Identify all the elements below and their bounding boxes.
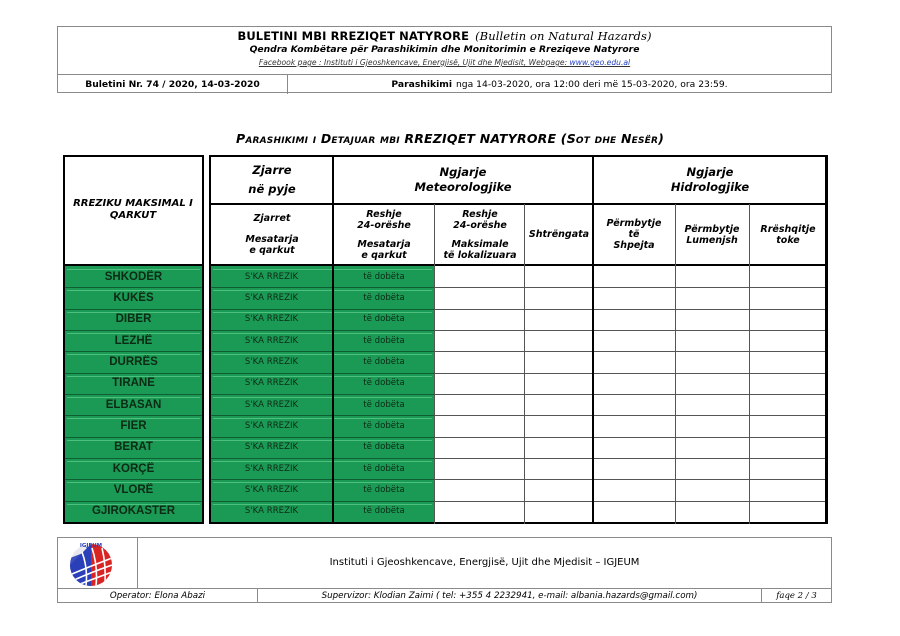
row-divider bbox=[211, 373, 434, 374]
bulletin-number: Buletini Nr. 74 / 2020, 14-03-2020 bbox=[58, 75, 288, 94]
rain-avg-value: të dobëta bbox=[363, 356, 405, 367]
river-flood-cell bbox=[676, 501, 749, 522]
rain-max-cell bbox=[435, 309, 524, 330]
landslide-cell bbox=[750, 394, 825, 415]
border bbox=[524, 204, 525, 524]
region-name: DURRËS bbox=[109, 355, 158, 368]
bulletin-title bbox=[58, 29, 831, 43]
row-divider bbox=[211, 309, 434, 310]
region-name: ELBASAN bbox=[105, 398, 162, 411]
storm-cell bbox=[525, 266, 592, 287]
river-flood-cell bbox=[676, 458, 749, 479]
row-divider bbox=[65, 394, 202, 395]
rain-avg-value: të dobëta bbox=[363, 484, 405, 495]
flash-flood-cell bbox=[594, 415, 675, 436]
cell-highlight bbox=[67, 440, 200, 441]
footer-credits-row bbox=[58, 588, 831, 603]
row-divider bbox=[211, 287, 434, 288]
flash-flood-cell bbox=[594, 330, 675, 351]
storm-cell bbox=[525, 394, 592, 415]
row-divider bbox=[435, 287, 825, 288]
row-divider bbox=[435, 501, 825, 502]
region-name: LEZHË bbox=[114, 334, 153, 347]
landslide-cell bbox=[750, 309, 825, 330]
flash-flood-cell bbox=[594, 479, 675, 500]
header-sub-landslide-line1: Rrëshqitje bbox=[760, 223, 816, 235]
river-flood-cell bbox=[676, 309, 749, 330]
row-divider bbox=[435, 479, 825, 480]
header-sub-landslide-line2: toke bbox=[776, 234, 800, 246]
row-divider bbox=[435, 309, 825, 310]
operator-name: Operator: Elona Abazi bbox=[58, 589, 258, 603]
storm-cell bbox=[525, 415, 592, 436]
header-sub-rain-avg-line4: e qarkut bbox=[361, 249, 407, 261]
igjeum-globe-logo-icon bbox=[58, 538, 138, 588]
storm-cell bbox=[525, 501, 592, 522]
border bbox=[825, 155, 828, 524]
landslide-cell bbox=[750, 501, 825, 522]
hazard-forecast-table bbox=[63, 155, 827, 524]
row-divider bbox=[211, 479, 434, 480]
cell-highlight bbox=[67, 376, 200, 377]
flash-flood-cell bbox=[594, 501, 675, 522]
header-sub-river-flood bbox=[675, 204, 749, 265]
rain-avg-value: të dobëta bbox=[363, 314, 405, 325]
rain-max-cell bbox=[435, 287, 524, 308]
rain-max-cell bbox=[435, 437, 524, 458]
region-name: VLORË bbox=[113, 483, 154, 496]
landslide-cell bbox=[750, 330, 825, 351]
header-sub-river-flood-line1: Përmbytje bbox=[684, 223, 740, 235]
rain-avg-value: të dobëta bbox=[363, 399, 405, 410]
cell-highlight bbox=[67, 290, 200, 291]
row-divider bbox=[65, 309, 202, 310]
flash-flood-cell bbox=[594, 309, 675, 330]
cell-highlight bbox=[67, 504, 200, 505]
fire-risk-value: S'KA RREZIK bbox=[244, 506, 299, 517]
region-name: BERAT bbox=[114, 441, 153, 454]
row-divider bbox=[65, 373, 202, 374]
river-flood-cell bbox=[676, 437, 749, 458]
storm-cell bbox=[525, 309, 592, 330]
rain-avg-value: të dobëta bbox=[363, 420, 405, 431]
header-sub-storm-text: Shtrëngata bbox=[528, 229, 590, 240]
region-name: FIER bbox=[120, 419, 147, 432]
fire-risk-value: S'KA RREZIK bbox=[244, 442, 299, 453]
row-divider bbox=[435, 394, 825, 395]
row-divider bbox=[65, 479, 202, 480]
river-flood-cell bbox=[676, 330, 749, 351]
webpage-link[interactable]: www.geo.edu.al bbox=[569, 58, 631, 67]
cell-highlight bbox=[213, 440, 432, 441]
border bbox=[63, 155, 65, 524]
row-divider bbox=[211, 437, 434, 438]
cell-highlight bbox=[213, 397, 432, 398]
landslide-cell bbox=[750, 415, 825, 436]
flash-flood-cell bbox=[594, 373, 675, 394]
header-group-hydro-line2: Hidrologjike bbox=[670, 179, 750, 194]
region-name: GJIROKASTËR bbox=[91, 505, 176, 518]
region-name: TIRANË bbox=[112, 377, 155, 390]
border bbox=[209, 522, 827, 524]
border bbox=[749, 204, 750, 524]
rain-max-cell bbox=[435, 415, 524, 436]
flash-flood-cell bbox=[594, 458, 675, 479]
storm-cell bbox=[525, 373, 592, 394]
rain-avg-value: të dobëta bbox=[363, 335, 405, 346]
bulletin-footer bbox=[57, 537, 832, 603]
facebook-webpage-line bbox=[58, 58, 831, 67]
border bbox=[209, 155, 211, 524]
storm-cell bbox=[525, 287, 592, 308]
header-sub-fire-line3: e qarkut bbox=[249, 245, 295, 256]
landslide-cell bbox=[750, 373, 825, 394]
row-divider bbox=[211, 351, 434, 352]
border bbox=[63, 264, 203, 266]
page-number: faqe 2 / 3 bbox=[776, 591, 817, 601]
flash-flood-cell bbox=[594, 266, 675, 287]
river-flood-cell bbox=[676, 415, 749, 436]
storm-cell bbox=[525, 330, 592, 351]
rain-avg-value: të dobëta bbox=[363, 463, 405, 474]
row-divider bbox=[435, 458, 825, 459]
row-divider bbox=[435, 373, 825, 374]
rain-max-cell bbox=[435, 351, 524, 372]
fire-risk-value: S'KA RREZIK bbox=[244, 271, 299, 282]
cell-highlight bbox=[67, 482, 200, 483]
rain-max-cell bbox=[435, 330, 524, 351]
flash-flood-cell bbox=[594, 437, 675, 458]
river-flood-cell bbox=[676, 373, 749, 394]
bulletin-header bbox=[57, 26, 832, 93]
row-divider bbox=[435, 330, 825, 331]
rain-avg-value: të dobëta bbox=[363, 292, 405, 303]
river-flood-cell bbox=[676, 479, 749, 500]
border bbox=[209, 203, 827, 205]
header-group-meteo-line2: Meteorologjike bbox=[414, 179, 512, 194]
header-sub-flash-flood-line3: Shpejta bbox=[613, 240, 655, 251]
rain-max-cell bbox=[435, 394, 524, 415]
rain-avg-value: të dobëta bbox=[363, 506, 405, 517]
row-divider bbox=[65, 458, 202, 459]
fire-risk-value: S'KA RREZIK bbox=[244, 356, 299, 367]
rain-max-cell bbox=[435, 479, 524, 500]
cell-highlight bbox=[213, 461, 432, 462]
rain-max-cell bbox=[435, 373, 524, 394]
row-divider bbox=[65, 437, 202, 438]
row-divider bbox=[435, 351, 825, 352]
cell-highlight bbox=[213, 418, 432, 419]
fire-risk-value: S'KA RREZIK bbox=[244, 399, 299, 410]
region-name: DIBËR bbox=[115, 313, 152, 326]
cell-highlight bbox=[213, 376, 432, 377]
header-sub-rain-max-line2: 24-orëshe bbox=[453, 219, 507, 231]
cell-highlight bbox=[67, 397, 200, 398]
cell-highlight bbox=[213, 482, 432, 483]
header-sub-landslide bbox=[749, 204, 827, 265]
forecast-period bbox=[288, 75, 831, 94]
header-region-risk bbox=[63, 155, 203, 265]
bulletin-subtitle: Qendra Kombëtare për Parashikimin dhe Monitorimin e Rreziqeve Natyrore bbox=[249, 44, 640, 55]
cell-highlight bbox=[213, 312, 432, 313]
cell-highlight bbox=[213, 504, 432, 505]
storm-cell bbox=[525, 437, 592, 458]
institute-name: Instituti i Gjeoshkencave, Energjisë, Ujit dhe Mjedisit – IGJEUM bbox=[329, 557, 640, 568]
river-flood-cell bbox=[676, 394, 749, 415]
river-flood-cell bbox=[676, 287, 749, 308]
row-divider bbox=[435, 437, 825, 438]
cell-highlight bbox=[67, 418, 200, 419]
header-sub-rain-avg bbox=[333, 204, 435, 265]
border bbox=[209, 155, 827, 157]
section-title: Parashikimi i Detajuar mbi RREZIQET NATYRORE (Sot dhe Nesër) bbox=[235, 131, 665, 146]
fire-risk-value: S'KA RREZIK bbox=[244, 378, 299, 389]
header-group-meteo bbox=[333, 155, 593, 204]
bulletin-title-english: (Bulletin on Natural Hazards) bbox=[475, 29, 652, 43]
row-divider bbox=[211, 458, 434, 459]
header-sub-flash-flood-line2: të bbox=[628, 229, 640, 240]
logo-cell bbox=[58, 538, 138, 588]
header-sub-rain-max bbox=[435, 204, 525, 265]
forecast-period-text: nga 14-03-2020, ora 12:00 deri më 15-03-2020, ora 23:59. bbox=[455, 79, 728, 90]
header-sub-river-flood-line2: Lumenjsh bbox=[686, 234, 738, 246]
header-group-fire-line2: në pyje bbox=[248, 181, 296, 196]
row-divider bbox=[211, 415, 434, 416]
fire-risk-value: S'KA RREZIK bbox=[244, 484, 299, 495]
header-info-row bbox=[58, 74, 831, 94]
cell-highlight bbox=[213, 354, 432, 355]
header-sub-storm bbox=[525, 204, 593, 265]
row-divider bbox=[65, 501, 202, 502]
landslide-cell bbox=[750, 479, 825, 500]
row-divider bbox=[211, 501, 434, 502]
rain-avg-value: të dobëta bbox=[363, 442, 405, 453]
fire-risk-value: S'KA RREZIK bbox=[244, 420, 299, 431]
landslide-cell bbox=[750, 437, 825, 458]
supervisor-contact: Supervizor: Klodian Zaimi ( tel: +355 4 2232941, e-mail: albania.hazards@gmail.com) bbox=[258, 589, 762, 603]
storm-cell bbox=[525, 458, 592, 479]
header-sub-flash-flood bbox=[593, 204, 675, 265]
header-sub-fire bbox=[211, 204, 333, 265]
cell-highlight bbox=[67, 461, 200, 462]
bulletin-title-text: BULETINI MBI RREZIQET NATYRORE bbox=[237, 29, 470, 43]
cell-highlight bbox=[213, 333, 432, 334]
row-divider bbox=[65, 351, 202, 352]
row-divider bbox=[211, 330, 434, 331]
header-title-block bbox=[58, 27, 831, 74]
row-divider bbox=[65, 415, 202, 416]
header-sub-rain-max-line1: Reshje bbox=[462, 208, 498, 220]
fire-risk-value: S'KA RREZIK bbox=[244, 314, 299, 325]
flash-flood-cell bbox=[594, 351, 675, 372]
header-sub-fire-line1: Zjarret bbox=[253, 213, 291, 224]
fire-risk-value: S'KA RREZIK bbox=[244, 335, 299, 346]
border bbox=[434, 204, 435, 524]
region-name: SHKODËR bbox=[104, 270, 163, 283]
border bbox=[63, 155, 203, 157]
header-group-meteo-line1: Ngjarje bbox=[439, 164, 487, 179]
header-sub-fire-line2: Mesatarja bbox=[245, 234, 299, 245]
forecast-label: Parashikimi bbox=[391, 79, 452, 90]
cell-highlight bbox=[213, 269, 432, 270]
cell-highlight bbox=[213, 290, 432, 291]
header-group-fire-line1: Zjarre bbox=[252, 162, 292, 177]
row-divider bbox=[211, 394, 434, 395]
border bbox=[202, 155, 204, 524]
river-flood-cell bbox=[676, 351, 749, 372]
storm-cell bbox=[525, 479, 592, 500]
flash-flood-cell bbox=[594, 394, 675, 415]
border bbox=[209, 264, 827, 266]
border bbox=[332, 155, 334, 524]
header-sub-rain-avg-line2: 24-orëshe bbox=[357, 219, 411, 231]
flash-flood-cell bbox=[594, 287, 675, 308]
header-sub-rain-max-line4: të lokalizuara bbox=[443, 249, 517, 261]
header-sub-rain-avg-line1: Reshje bbox=[366, 208, 402, 220]
landslide-cell bbox=[750, 287, 825, 308]
row-divider bbox=[65, 287, 202, 288]
cell-highlight bbox=[67, 333, 200, 334]
row-divider bbox=[65, 330, 202, 331]
logo-text: IGJEUM bbox=[79, 543, 103, 549]
rain-avg-value: të dobëta bbox=[363, 271, 405, 282]
header-group-hydro-line1: Ngjarje bbox=[686, 164, 734, 179]
fire-risk-value: S'KA RREZIK bbox=[244, 292, 299, 303]
landslide-cell bbox=[750, 458, 825, 479]
region-name: KORÇË bbox=[112, 462, 155, 475]
rain-max-cell bbox=[435, 266, 524, 287]
rain-max-cell bbox=[435, 501, 524, 522]
header-region-risk-text: RREZIKU MAKSIMAL I QARKUT bbox=[73, 198, 193, 221]
landslide-cell bbox=[750, 266, 825, 287]
header-group-fire bbox=[211, 155, 333, 204]
border bbox=[592, 155, 594, 524]
rain-avg-value: të dobëta bbox=[363, 378, 405, 389]
header-sub-flash-flood-line1: Përmbytje bbox=[606, 218, 662, 229]
border bbox=[675, 204, 676, 524]
cell-highlight bbox=[67, 354, 200, 355]
cell-highlight bbox=[67, 312, 200, 313]
header-group-hydro bbox=[593, 155, 827, 204]
border bbox=[63, 522, 203, 524]
facebook-page-text[interactable]: Facebook page : Instituti i Gjeoshkencave, Energjisë, Ujit dhe Mjedisit, Webpage: bbox=[258, 58, 570, 67]
rain-max-cell bbox=[435, 458, 524, 479]
header-sub-rain-max-line3: Maksimale bbox=[451, 238, 509, 250]
region-name: KUKËS bbox=[113, 291, 154, 304]
header-sub-rain-avg-line3: Mesatarja bbox=[357, 238, 411, 250]
cell-highlight bbox=[67, 269, 200, 270]
fire-risk-value: S'KA RREZIK bbox=[244, 463, 299, 474]
landslide-cell bbox=[750, 351, 825, 372]
row-divider bbox=[435, 415, 825, 416]
river-flood-cell bbox=[676, 266, 749, 287]
storm-cell bbox=[525, 351, 592, 372]
